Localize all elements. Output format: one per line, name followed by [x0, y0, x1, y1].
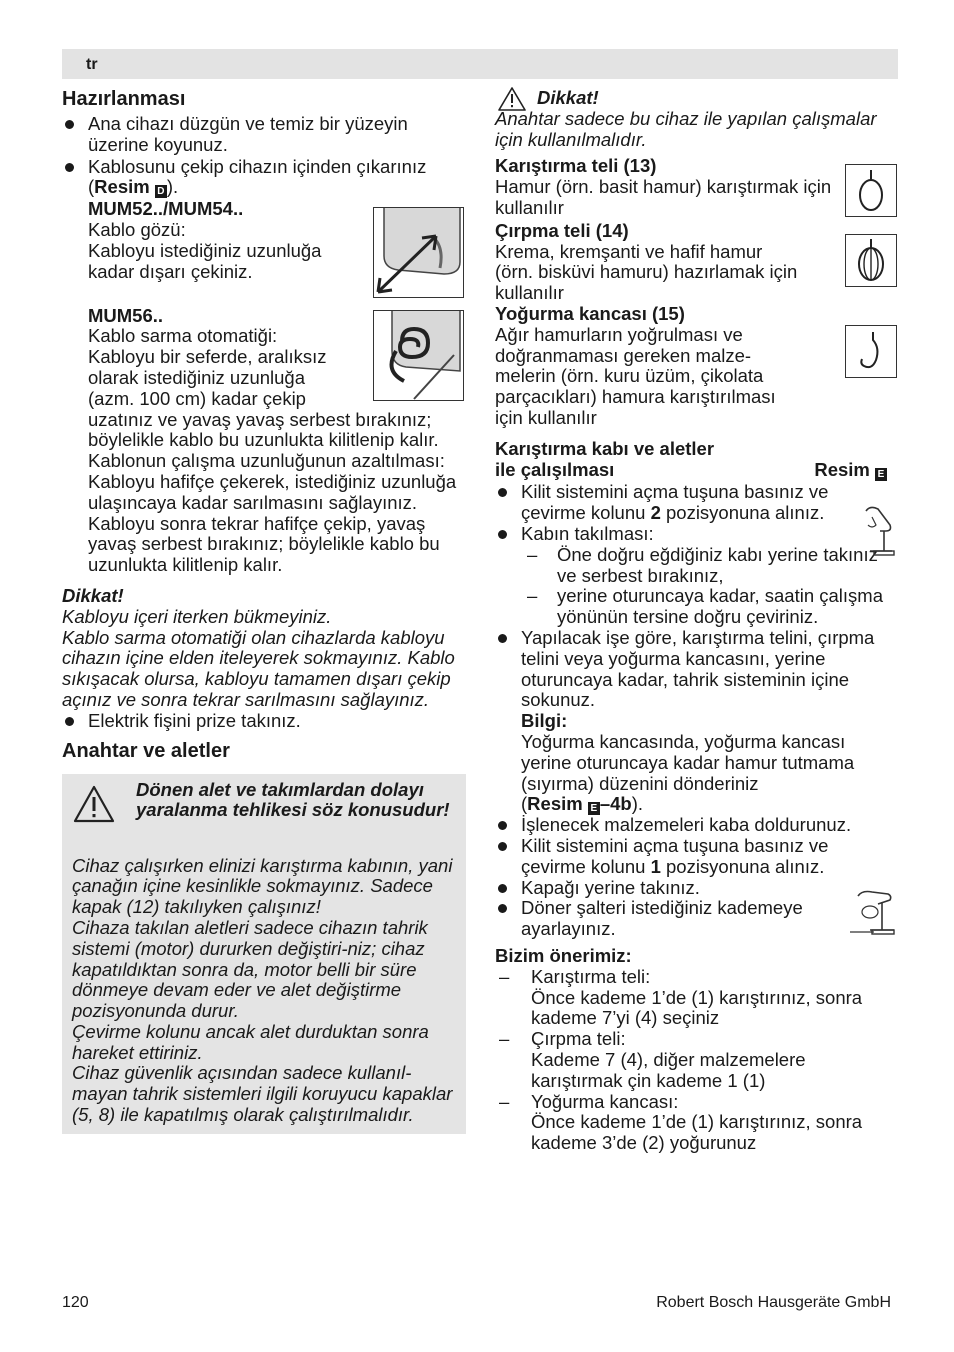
kneading-hook-icon — [845, 325, 897, 378]
mixer-arm-down-icon — [848, 886, 898, 936]
list-item: Döner şalteri istediğiniz kademeye ayarlayınız. — [495, 898, 851, 940]
page-number: 120 — [62, 1294, 89, 1311]
caution-text: Anahtar sadece bu cihaz ile yapılan çalışmalar için kullanılmalıdır. — [495, 107, 877, 150]
list-item: Kilit sistemini açma tuşuna basınız ve çevirme kolunu 2 pozisyonuna alınız. — [495, 482, 861, 524]
warning-triangle-icon — [72, 784, 116, 824]
info-reference: (Resim E –4b). — [521, 793, 644, 815]
whisk-icon — [845, 234, 897, 287]
dash-item: – yerine oturuncaya kadar, saatin çalışma yönünün tersine doğru çeviriniz. — [521, 586, 895, 628]
tool-title-whisk: Çırpma teli (14) — [495, 219, 629, 241]
language-code: tr — [86, 56, 98, 73]
warning-text: Cihaz çalışırken elinizi karıştırma kabının, yani çanağın içine kesinlikle sokmayınız. Sadece kapak (12) takılıyken çalışınız! — [72, 854, 453, 918]
section-title-preparation: Hazırlanması — [62, 88, 186, 110]
info-title: Bilgi: — [521, 710, 568, 732]
dash-item: – Yoğurma kancası: Önce kademe 1’de (1) karıştırınız, sonra kademe 3’de (2) yoğurunuz — [495, 1092, 895, 1154]
warning-text: Cihaza takılan aletleri sadece cihazın tahrik sistemi (motor) dururken değiştiri-niz; cihaz kapatıldıktan sonra da, motor belli bir süre dönmeye devam eder ve alet değiştirme pozisyonunda durur. — [72, 916, 428, 1022]
footer-company: Robert Bosch Hausgeräte GmbH — [656, 1294, 891, 1311]
tool-title-mixing-whisk: Karıştırma teli (13) — [495, 155, 657, 177]
section-title-tools: Anahtar ve aletler — [62, 739, 230, 762]
list-item: Kabın takılması: — [495, 524, 895, 545]
info-text: Yoğurma kancasında, yoğurma kancası yerine oturuncaya kadar hamur tutmama (sıyırma) düzenini dönderiniz — [521, 730, 855, 794]
paragraph: Kabloyu hafifçe çekerek, istediğiniz uzunluğa ulaşıncaya kadar sarılmasını sağlayınız. Kabloyu sonra tekrar hafifçe çekip, yavaş yavaş serbest bırakınız; böylelikle kablo bu uzunlukta kilitlenip kalır. — [88, 470, 457, 576]
right-column — [495, 88, 895, 1154]
paragraph: Kablo sarma otomatiği: — [88, 325, 278, 347]
warning-title: Dönen alet ve takımlardan dolayı yaralanma tehlikesi söz konusudur! — [136, 778, 450, 821]
warning-text: Cihaz güvenlik açısından sadece kullanıl-mayan tahrik sistemleri ilgili koruyucu kapaklar (5, 8) ile kapatılmış olarak çalıştırılmalıdır. — [72, 1062, 453, 1126]
mixer-arm-up-icon — [860, 503, 898, 559]
paragraph: Kabloyu istediğiniz uzunluğa kadar dışarı çekiniz. — [88, 239, 322, 282]
caution-text: Kabloyu içeri iterken bükmeyiniz. — [62, 605, 332, 627]
tool-title-kneading-hook: Yoğurma kancası (15) — [495, 302, 685, 324]
figure-reference: Resim E — [814, 460, 887, 481]
dash-item: – Çırpma teli: Kademe 7 (4), diğer malzemelere karıştırmak çin kademe 1 (1) — [495, 1029, 895, 1091]
mixing-whisk-icon — [845, 164, 897, 217]
caution-title: Dikkat! — [62, 584, 124, 606]
list-item: Ana cihazı düzgün ve temiz bir yüzeyin üzerine koyunuz. — [62, 114, 466, 156]
list-item: Kilit sistemini açma tuşuna basınız ve çevirme kolunu 1 pozisyonuna alınız. — [495, 836, 861, 878]
warning-triangle-icon — [497, 86, 527, 112]
recommendation-title: Bizim önerimiz: — [495, 945, 632, 967]
list-item: Kablosunu çekip cihazın içinden çıkarınız (Resim D ). — [62, 157, 466, 199]
figure-key-icon: E — [588, 802, 600, 815]
cable-eye-figure — [373, 207, 464, 298]
dash-item: – Öne doğru eğdiğiniz kabı yerine takınız ve serbest bırakınız, — [521, 545, 895, 587]
paragraph: uzatınız ve yavaş yavaş serbest bırakınız; böylelikle kablo bu uzunlukta kilitlenip kalır. — [88, 408, 439, 451]
caution-text: Kablo sarma otomatiği olan cihazlarda kabloyu cihazın içine elden iteleyerek sokmayınız. Kablo sıkışacak olursa, kabloyu tamamen dışarı çekip açınız ve sonra tekrar sarılmasını sağlayınız. — [62, 626, 455, 710]
list-item: Elektrik fişini prize takınız. — [62, 711, 466, 732]
paragraph: Kabloyu bir seferde, aralıksız olarak istediğiniz uzunluğa (azm. 100 cm) kadar çekip — [88, 346, 327, 409]
list-item: İşlenecek malzemeleri kaba doldurunuz. — [495, 815, 895, 836]
tool-description: Krema, kremşanti ve hafif hamur (örn. bisküvi hamuru) hazırlamak için kullanılır — [495, 240, 798, 304]
model-title: MUM52../MUM54.. — [88, 198, 244, 220]
warning-box — [62, 774, 466, 1134]
figure-key-icon: E — [875, 468, 887, 481]
dash-item: – Karıştırma teli: Önce kademe 1’de (1) karıştırınız, sonra kademe 7’yi (4) seçiniz — [495, 967, 895, 1029]
tool-description: Ağır hamurların yoğrulması ve doğranmaması gereken malze-melerin (örn. kuru üzüm, çikolata parçacıkları) hamura karıştırılması için kullanılır — [495, 323, 776, 428]
list-item: Yapılacak işe göre, karıştırma telini, çırpma telini veya yoğurma kancasını, yerine oturuncaya kadar, tahrik sisteminin içine sokunuz. — [495, 628, 906, 711]
caution-title: Dikkat! — [537, 87, 599, 108]
bowl-heading: Karıştırma kabı ve aletler ile çalışılması Resim E — [495, 439, 887, 481]
cable-rewind-figure — [373, 310, 464, 401]
figure-key-icon: D — [155, 185, 167, 198]
list-item: Kapağı yerine takınız. — [495, 878, 895, 899]
model-title: MUM56.. — [88, 304, 164, 326]
paragraph: Kablonun çalışma uzunluğunun azaltılması: — [88, 450, 445, 472]
tool-description: Hamur (örn. basit hamur) karıştırmak için kullanılır — [495, 176, 832, 218]
paragraph: Kablo gözü: — [88, 219, 186, 241]
language-bar — [62, 49, 898, 79]
warning-text: Çevirme kolunu ancak alet durduktan sonra hareket ettiriniz. — [72, 1020, 429, 1063]
